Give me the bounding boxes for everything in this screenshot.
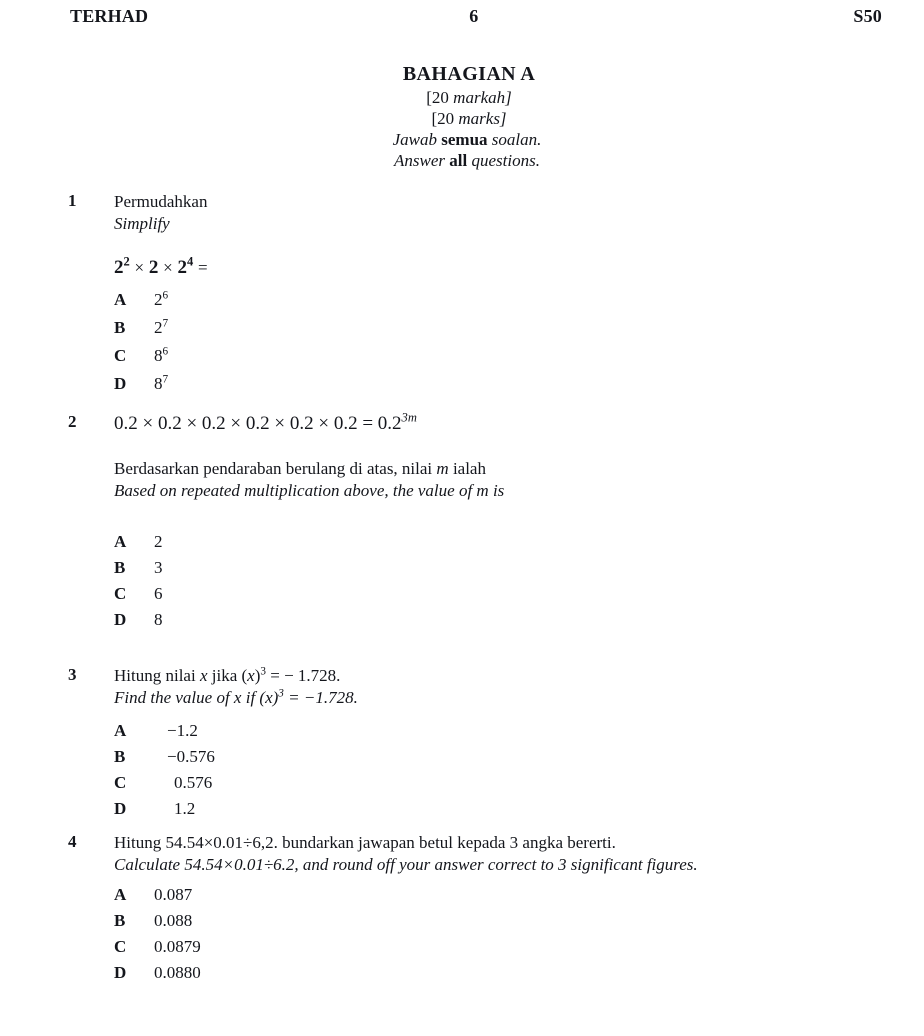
option-base: 2 xyxy=(154,289,163,309)
option-letter: B xyxy=(114,747,126,767)
instr-en-part2: questions. xyxy=(467,151,540,171)
eq-sup-1: 2 xyxy=(123,254,130,269)
equals-sign-1: = xyxy=(197,258,208,278)
option-base: 8 xyxy=(154,345,163,365)
option-base: 2 xyxy=(154,317,163,337)
question-4-options xyxy=(114,885,882,983)
question-1-stem-english: Simplify xyxy=(114,214,170,234)
option-base: 8 xyxy=(154,373,163,393)
option-row[interactable] xyxy=(114,885,882,905)
option-letter: A xyxy=(114,885,127,905)
q3-my-d: = − 1.728. xyxy=(265,666,341,685)
option-value: 6 xyxy=(154,583,163,603)
question-1-stem-malay: Permudahkan xyxy=(114,192,208,211)
option-letter: B xyxy=(114,317,126,337)
question-4-number: 4 xyxy=(68,832,77,851)
instr-my-part1: Jawab xyxy=(392,129,442,149)
option-value xyxy=(154,290,882,310)
q3-my-var2: x xyxy=(247,666,255,685)
option-row[interactable] xyxy=(114,747,882,767)
question-4-stem-english: Calculate 54.54×0.01÷6.2, and round off your answer correct to 3 significant figures. xyxy=(114,855,698,875)
option-letter: C xyxy=(114,937,127,957)
q3-en-c: ) xyxy=(272,688,279,708)
option-row[interactable] xyxy=(114,937,882,957)
option-letter: A xyxy=(114,721,127,741)
instr-my-part2: soalan. xyxy=(487,129,542,149)
question-3 xyxy=(64,665,882,819)
option-row[interactable] xyxy=(114,374,882,394)
instr-en-bold: all xyxy=(449,151,468,171)
question-3-stem-malay xyxy=(114,665,882,687)
header-left-label: TERHAD xyxy=(70,6,149,26)
option-letter: D xyxy=(114,963,127,983)
option-row[interactable] xyxy=(114,963,882,983)
q3-my-var: x xyxy=(199,666,208,685)
question-2-stem xyxy=(114,412,882,502)
option-exponent: 6 xyxy=(162,289,169,302)
option-value: −1.2 xyxy=(167,721,198,741)
eq2-main: 0.2 × 0.2 × 0.2 × 0.2 × 0.2 × 0.2 = 0.2 xyxy=(114,413,402,434)
option-value: 0.576 xyxy=(174,773,213,793)
option-value: 0.0880 xyxy=(154,963,201,983)
question-2 xyxy=(64,412,882,630)
option-row[interactable] xyxy=(114,911,882,931)
q2-my-b: ialah xyxy=(448,458,486,478)
option-row[interactable] xyxy=(114,318,882,338)
page-number: 6 xyxy=(469,6,479,26)
eq-sup-3: 4 xyxy=(186,254,194,269)
section-heading-block xyxy=(0,62,924,171)
question-1-options xyxy=(114,290,882,394)
eq2-exponent: 3m xyxy=(401,410,417,425)
option-row[interactable] xyxy=(114,290,882,310)
q3-en-d: = −1.728. xyxy=(283,688,358,708)
q3-en-var2: x xyxy=(265,688,273,708)
option-exponent: 7 xyxy=(162,317,169,330)
question-1-stem xyxy=(114,191,882,281)
question-1-equation xyxy=(114,256,882,281)
section-marks-malay xyxy=(14,87,924,108)
option-letter: D xyxy=(114,373,127,393)
question-1-number: 1 xyxy=(68,191,77,210)
section-instruction-malay xyxy=(10,129,924,150)
marks-en-word: marks] xyxy=(458,108,507,128)
q3-en-b: if ( xyxy=(241,688,266,708)
question-1 xyxy=(64,191,882,394)
option-value xyxy=(154,318,882,338)
q2-my-var: m xyxy=(436,458,449,478)
section-marks-english xyxy=(14,108,924,129)
q3-en-a: Find the value of xyxy=(114,688,234,708)
option-value: −0.576 xyxy=(167,747,215,767)
q3-my-a: Hitung nilai xyxy=(114,666,200,685)
page-running-header xyxy=(70,6,882,27)
option-exponent: 7 xyxy=(162,373,169,386)
eq-base-2: 2 xyxy=(148,257,159,279)
marks-my-word: markah] xyxy=(453,87,512,107)
q2-my-a: Berdasarkan pendaraban berulang di atas, nilai xyxy=(114,458,437,478)
q3-en-exponent: 3 xyxy=(278,687,284,700)
question-4-stem-malay: Hitung 54.54×0.01÷6,2. bundarkan jawapan betul kepada 3 angka bererti. xyxy=(114,833,616,852)
question-2-stem-english: Based on repeated multiplication above, the value of m is xyxy=(114,480,505,500)
eq-base-1: 2 xyxy=(114,257,124,279)
option-letter: D xyxy=(114,609,127,629)
marks-my-open: [20 xyxy=(426,87,454,107)
option-letter: A xyxy=(114,531,127,551)
question-4 xyxy=(64,832,882,983)
option-letter: B xyxy=(114,557,126,577)
option-row[interactable] xyxy=(114,532,882,552)
multiply-icon-1: × xyxy=(134,258,145,278)
q3-my-c: ) xyxy=(254,666,261,685)
section-instruction-english xyxy=(10,150,924,171)
option-value: 3 xyxy=(154,557,163,577)
question-2-equation xyxy=(114,412,882,437)
question-2-stem-malay xyxy=(114,458,882,480)
option-row[interactable] xyxy=(114,584,882,604)
question-2-number: 2 xyxy=(68,412,77,431)
option-letter: C xyxy=(114,583,127,603)
option-row[interactable] xyxy=(114,610,882,630)
question-4-stem xyxy=(114,832,882,876)
option-letter: D xyxy=(114,799,127,819)
section-title: BAHAGIAN A xyxy=(402,63,536,85)
multiply-icon-2: × xyxy=(163,258,173,278)
question-3-stem xyxy=(114,665,882,709)
option-row[interactable] xyxy=(114,799,882,819)
option-value: 0.088 xyxy=(154,911,193,931)
instr-my-bold: semua xyxy=(441,129,488,149)
option-value xyxy=(154,374,882,394)
option-value: 0.0879 xyxy=(154,937,201,957)
option-row[interactable] xyxy=(114,346,882,366)
marks-en-open: [20 xyxy=(431,108,459,128)
question-3-options xyxy=(114,721,882,819)
question-2-options xyxy=(114,532,882,630)
option-value xyxy=(154,346,882,366)
option-row[interactable] xyxy=(114,773,882,793)
question-3-number: 3 xyxy=(68,665,77,684)
question-3-stem-english xyxy=(114,687,882,709)
option-letter: A xyxy=(114,289,127,309)
q3-my-exponent: 3 xyxy=(260,665,266,678)
option-letter: C xyxy=(114,345,127,365)
option-exponent: 6 xyxy=(162,345,169,358)
q3-my-b: jika ( xyxy=(207,666,248,685)
option-value: 0.087 xyxy=(154,885,193,905)
eq-base-3: 2 xyxy=(177,257,187,279)
option-letter: B xyxy=(114,911,126,931)
option-letter: C xyxy=(114,773,127,793)
option-value: 8 xyxy=(154,609,163,629)
header-right-code: S50 xyxy=(853,6,882,26)
option-value: 2 xyxy=(154,531,163,551)
option-row[interactable] xyxy=(114,721,882,741)
instr-en-part1: Answer xyxy=(394,151,450,171)
option-row[interactable] xyxy=(114,558,882,578)
option-value: 1.2 xyxy=(174,799,196,819)
q3-en-var: x xyxy=(233,688,242,708)
